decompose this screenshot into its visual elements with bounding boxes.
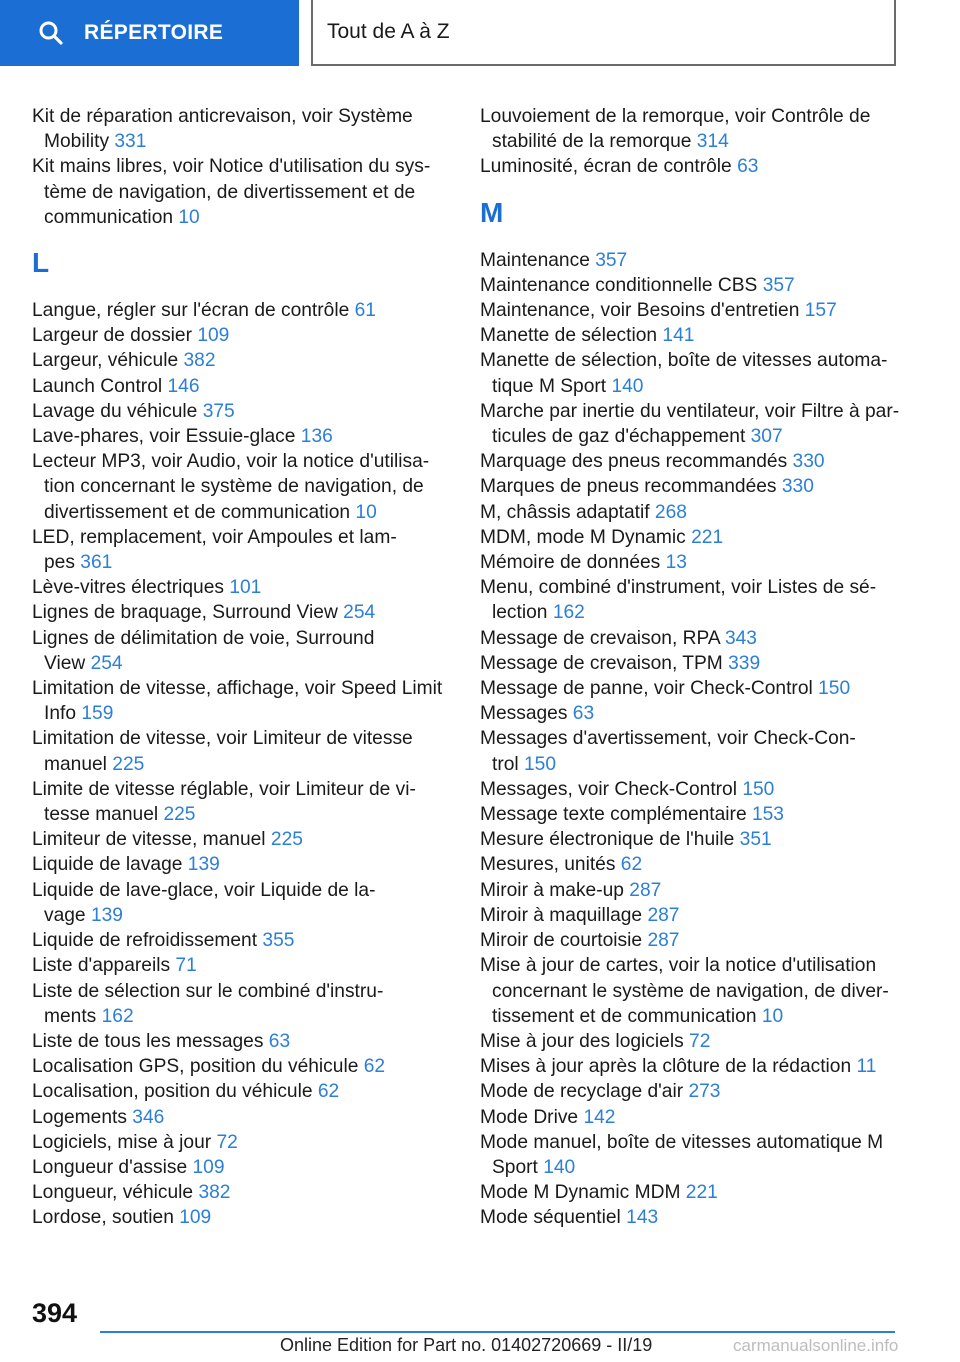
entry-text: Mode séquentiel [480,1207,621,1229]
entry-text: LED, remplacement, voir Ampoules et lam- [32,526,397,548]
section-letter: M [480,196,504,228]
entry-text: Miroir de courtoisie [480,930,643,952]
entry-text: vage [44,904,86,926]
page-link[interactable]: 143 [626,1207,659,1229]
entry-text: Liste de sélection sur le combiné d'instru- [32,980,384,1002]
index-entry [480,248,910,273]
index-entry [32,626,452,676]
index-entry [480,626,910,651]
entry-text: Messages d'avertissement, voir Check-Con- [480,728,856,750]
entry-text: Liquide de refroidissement [32,930,258,952]
entry-text: Marques de pneus recommandées [480,476,777,498]
entry-text: Limiteur de vitesse, manuel [32,829,266,851]
entry-text: stabilité de la remorque [492,131,692,153]
entry-text: Miroir à make-up [480,879,624,901]
index-entry [480,575,910,625]
index-entry [32,953,452,978]
entry-text: Message de panne, voir Check-Control [480,678,813,700]
index-entry [32,1205,452,1230]
entry-text: Liste de tous les messages [32,1030,264,1052]
index-entry [32,348,452,373]
index-entry [32,1079,452,1104]
index-entry [480,474,910,499]
page-link[interactable]: 63 [737,156,759,178]
repertoire-button[interactable] [0,0,299,66]
entry-text: Localisation, position du véhicule [32,1081,313,1103]
index-entry [480,726,910,776]
index-entry [32,525,452,575]
index-entry [32,676,452,726]
index-entry [32,104,452,154]
index-entry [480,1105,910,1130]
index-column-left [32,104,452,1231]
index-entry [480,953,910,1029]
index-entry [480,1130,910,1180]
page-link[interactable]: 72 [689,1030,711,1052]
index-entry [480,903,910,928]
index-entry [32,928,452,953]
page-link[interactable]: 72 [216,1131,238,1153]
entry-text: tion concernant le système de navigation, de [44,476,424,498]
index-entry [480,550,910,575]
index-entry [480,928,910,953]
entry-text: Liquide de lavage [32,854,183,876]
entry-text: Launch Control [32,375,163,397]
index-entry [32,1155,452,1180]
page-link[interactable]: 361 [80,552,113,574]
entry-text: Longueur, véhicule [32,1182,194,1204]
index-entry [32,323,452,348]
entry-text: Limite de vitesse réglable, voir Limiteur de vi- [32,778,416,800]
entry-text: Largeur de dossier [32,325,192,347]
entry-text: manuel [44,753,107,775]
index-entry [480,399,910,449]
entry-text: Maintenance, voir Besoins d'entretien [480,300,800,322]
entry-text: Mode M Dynamic MDM [480,1182,681,1204]
page-link[interactable]: 140 [543,1156,576,1178]
page-link[interactable]: 13 [665,552,687,574]
page-link[interactable]: 157 [804,300,837,322]
entry-text: Mode de recyclage d'air [480,1081,684,1103]
page-link[interactable]: 225 [163,804,196,826]
entry-text: MDM, mode M Dynamic [480,526,686,548]
index-entry [480,878,910,903]
entry-text: Limitation de vitesse, voir Limiteur de vitesse [32,728,413,750]
page-link[interactable]: 375 [202,400,235,422]
az-label: Tout de A à Z [327,20,450,43]
entry-text: Manette de sélection, boîte de vitesses automa- [480,350,888,372]
header [0,0,960,66]
entry-text: Luminosité, écran de contrôle [480,156,732,178]
page-link[interactable]: 150 [818,678,851,700]
page-link[interactable]: 141 [662,325,695,347]
page-link[interactable]: 62 [363,1056,386,1078]
entry-text: Lecteur MP3, voir Audio, voir la notice d'utilisa- [32,451,430,473]
entry-text: Manette de sélection [480,325,658,347]
entry-text: M, châssis adaptatif [480,501,650,523]
index-entry [32,1105,452,1130]
search-icon [38,20,64,46]
entry-text: trol [492,753,519,775]
entry-text: Mise à jour de cartes, voir la notice d'utilisation [480,955,877,977]
page-link[interactable]: 109 [179,1207,212,1229]
index-entry [480,323,910,348]
entry-text: tesse manuel [44,804,159,826]
entry-text: Lave-phares, voir Essuie-glace [32,426,296,448]
page-link[interactable]: 162 [101,1005,134,1027]
page-link[interactable]: 287 [647,930,680,952]
entry-text: Mémoire de données [480,552,661,574]
index-entry [32,1054,452,1079]
entry-text: Messages, voir Check-Control [480,778,737,800]
entry-text: Longueur d'assise [32,1156,188,1178]
repertoire-label: RÉPERTOIRE [84,21,224,44]
entry-text: Lignes de braquage, Surround View [32,602,338,624]
index-entry [480,298,910,323]
index-entry [480,104,910,154]
index-entry [32,878,452,928]
entry-text: Logiciels, mise à jour [32,1131,212,1153]
page-link[interactable]: 382 [183,350,216,372]
entry-text: tissement et de communication [492,1005,757,1027]
entry-text: Marquage des pneus recommandés [480,451,788,473]
page-link[interactable]: 109 [197,325,230,347]
entry-text: Messages [480,703,568,725]
page-link[interactable]: 225 [270,829,303,851]
entry-text: pes [44,552,75,574]
entry-text: Menu, combiné d'instrument, voir Listes de sé- [480,577,877,599]
entry-text: communication [44,206,174,228]
entry-text: Logements [32,1106,127,1128]
entry-text: View [44,652,86,674]
page-link[interactable]: 62 [317,1081,340,1103]
entry-text: ments [44,1005,97,1027]
entry-text: Liste d'appareils [32,955,171,977]
page-link[interactable]: 330 [792,451,825,473]
page-link[interactable]: 61 [354,300,376,322]
index-entry [480,1079,910,1104]
index-entry [32,1029,452,1054]
entry-text: Localisation GPS, position du véhicule [32,1056,359,1078]
page-link[interactable]: 63 [268,1030,291,1052]
index-entry [480,651,910,676]
page-link[interactable]: 254 [90,652,123,674]
page-link[interactable]: 343 [724,627,757,649]
page-link[interactable]: 351 [739,829,772,851]
az-tab[interactable] [311,0,896,66]
index-entry [480,827,910,852]
index-entry [32,154,452,230]
entry-text: Marche par inertie du ventilateur, voir Filtre à par- [480,400,900,422]
index-entry [32,424,452,449]
index-entry [480,500,910,525]
page-link[interactable]: 153 [751,804,784,826]
page-link[interactable]: 71 [175,955,197,977]
index-entry [32,777,452,827]
entry-text: Miroir à maquillage [480,904,643,926]
index-entry [480,676,910,701]
page-link[interactable]: 139 [187,854,220,876]
section-letter: L [32,247,50,279]
index-entry [32,1130,452,1155]
page-link[interactable]: 268 [654,501,687,523]
page-link[interactable]: 162 [552,602,585,624]
page-link[interactable]: 10 [178,206,200,228]
page-link[interactable]: 357 [595,249,628,271]
index-entry [32,600,452,625]
page-link[interactable]: 101 [229,577,262,599]
page-link[interactable]: 221 [685,1182,718,1204]
entry-text: Info [44,703,77,725]
page-link[interactable]: 150 [742,778,775,800]
index-entry [480,1029,910,1054]
page-link[interactable]: 357 [762,274,795,296]
entry-text: Maintenance [480,249,590,271]
page-link[interactable]: 63 [572,703,595,725]
index-entry [32,979,452,1029]
page-link[interactable]: 287 [629,879,662,901]
page-number: 394 [32,1298,78,1328]
index-entry [480,273,910,298]
index-entry [32,374,452,399]
page-link[interactable]: 150 [524,753,557,775]
entry-text: Mises à jour après la clôture de la rédaction [480,1056,852,1078]
entry-text: Mise à jour des logiciels [480,1030,684,1052]
page-link[interactable]: 339 [728,652,761,674]
page-link[interactable]: 10 [355,501,377,523]
entry-text: Kit de réparation anticrevaison, voir Système [32,106,413,127]
entry-text: Liquide de lave-glace, voir Liquide de la- [32,879,376,901]
index-entry [480,852,910,877]
index-entry [480,1205,910,1230]
index-entry [32,298,452,323]
watermark: carmanualsonline.info [733,1336,899,1355]
index-entry [480,802,910,827]
index-entry [480,449,910,474]
entry-text: tique M Sport [492,375,607,397]
entry-text: Lève-vitres électriques [32,577,224,599]
page-link[interactable]: 10 [761,1005,784,1027]
entry-text: Mobility [44,131,110,153]
page-link[interactable]: 142 [583,1106,616,1128]
index-entry [480,154,910,179]
entry-text: Mesures, unités [480,854,616,876]
entry-text: Sport [492,1156,538,1178]
entry-text: Langue, régler sur l'écran de contrôle [32,300,350,322]
index-entry [480,525,910,550]
entry-text: Message de crevaison, TPM [480,652,723,674]
page-link[interactable]: 287 [647,904,680,926]
entry-text: Message de crevaison, RPA [480,627,720,649]
index-entry [32,726,452,776]
page-link[interactable]: 140 [611,375,644,397]
entry-text: concernant le système de navigation, de diver- [492,980,889,1002]
page-link[interactable]: 254 [343,602,376,624]
page-link[interactable]: 11 [856,1056,877,1078]
page-link[interactable]: 314 [696,131,729,153]
entry-text: ticules de gaz d'échappement [492,426,746,448]
footer-edition-text: Online Edition for Part no. 01402720669 - II/19 [280,1335,653,1355]
page-link[interactable]: 225 [112,753,145,775]
entry-text: Mode manuel, boîte de vitesses automatique M [480,1131,884,1153]
index-entry [32,449,452,525]
index-entry [32,827,452,852]
entry-text: Kit mains libres, voir Notice d'utilisation du sys- [32,156,431,178]
entry-text: Message texte complémentaire [480,804,747,826]
page-link[interactable]: 355 [262,930,295,952]
page-link[interactable]: 62 [620,854,643,876]
page-link[interactable]: 139 [90,904,123,926]
index-entry [32,575,452,600]
page-link[interactable]: 159 [81,703,114,725]
index-entry [480,701,910,726]
entry-text: Mesure électronique de l'huile [480,829,735,851]
index-entry [32,399,452,424]
index-column-right [480,104,910,1231]
entry-text: Mode Drive [480,1106,579,1128]
entry-text: Maintenance conditionnelle CBS [480,274,758,296]
entry-text: lection [492,602,548,624]
entry-text: Lavage du véhicule [32,400,198,422]
page-link[interactable]: 109 [192,1156,225,1178]
entry-text: divertissement et de communication [44,501,351,523]
page-link[interactable]: 136 [300,426,333,448]
index-entry [480,777,910,802]
index-entry [32,1180,452,1205]
entry-text: Lignes de délimitation de voie, Surround [32,627,375,649]
entry-text: Louvoiement de la remorque, voir Contrôle de [480,106,871,127]
page-link[interactable]: 382 [198,1182,231,1204]
page-link[interactable]: 273 [688,1081,721,1103]
entry-text: tème de navigation, de divertissement et de [44,181,416,203]
entry-text: Limitation de vitesse, affichage, voir Speed Limit [32,678,443,700]
entry-text: Lordose, soutien [32,1207,174,1229]
page-link[interactable]: 146 [167,375,200,397]
footer-divider [100,1331,895,1333]
index-entry [32,852,452,877]
entry-text: Largeur, véhicule [32,350,179,372]
page-link[interactable]: 331 [114,131,147,153]
index-entry [480,1054,910,1079]
page-link[interactable]: 221 [691,526,724,548]
index-entry [480,1180,910,1205]
page-link[interactable]: 346 [132,1106,165,1128]
page-link[interactable]: 307 [750,426,783,448]
index-entry [480,348,910,398]
page-link[interactable]: 330 [781,476,814,498]
